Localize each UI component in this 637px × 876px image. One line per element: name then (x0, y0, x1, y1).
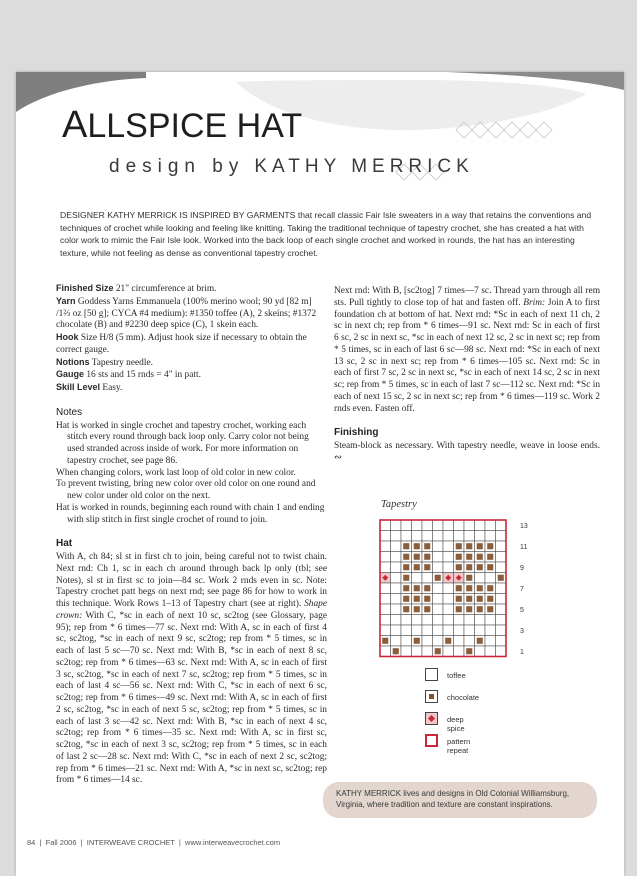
chart-cell (443, 583, 454, 594)
chocolate-stitch-mark (456, 564, 462, 570)
chart-title: Tapestry (381, 499, 417, 510)
chart-cell (443, 604, 454, 615)
chart-cell (464, 636, 475, 647)
chart-cell (496, 625, 507, 636)
chocolate-stitch-mark (435, 648, 441, 654)
chart-cell (391, 541, 402, 552)
notes-item: To prevent twisting, bring new color over old color on one round and new color under old color on the next. (56, 479, 316, 501)
chocolate-stitch-mark (477, 543, 483, 549)
chocolate-stitch-mark (393, 648, 399, 654)
chocolate-stitch-mark (487, 585, 493, 591)
deep-spice-swatch (425, 712, 438, 725)
chocolate-stitch-mark (487, 554, 493, 560)
intro-paragraph: DESIGNER KATHY MERRICK IS INSPIRED BY GARMENTS that recall classic Fair Isle sweaters in a way that retains the conventions and techniques of crochet while looking and feeling like knitting. Taking the traditional technique of tapestry crochet, she has created a hat with color work to mimic the Fair Isle look. Worked into the back loop of each single crochet and worked in rounds, the hat has an interesting texture, while not feeling as dense as conventional tapestry crochet. (60, 210, 592, 258)
chart-cell (401, 646, 412, 657)
chart-cell (485, 531, 496, 542)
end-mark-icon: ∾ (334, 452, 342, 463)
chart-cell (496, 562, 507, 573)
chart-cell (422, 615, 433, 626)
chart-cell (422, 625, 433, 636)
spec-gauge: Gauge 16 sts and 15 rnds = 4" in patt. (56, 369, 201, 381)
chart-cell (422, 636, 433, 647)
tapestry-chart (378, 518, 568, 668)
chart-cell (496, 583, 507, 594)
chocolate-stitch-mark (424, 543, 430, 549)
chart-cell (485, 625, 496, 636)
chart-cell (422, 646, 433, 657)
finishing-text: Steam-block as necessary. With tapestry needle, weave in loose ends. ∾ (334, 441, 600, 463)
chart-cell (380, 604, 391, 615)
left-column (56, 283, 327, 787)
chocolate-stitch-mark (477, 596, 483, 602)
chart-cell (496, 520, 507, 531)
chart-cell (496, 594, 507, 605)
chart-cell (422, 531, 433, 542)
chocolate-stitch-mark (487, 564, 493, 570)
chart-cell (380, 615, 391, 626)
chocolate-swatch (425, 690, 438, 703)
chocolate-stitch-mark (414, 543, 420, 549)
row-number-label: 7 (520, 585, 524, 593)
chart-cell (454, 625, 465, 636)
chocolate-stitch-mark (414, 596, 420, 602)
chart-cell (443, 520, 454, 531)
row-number-label: 1 (520, 648, 524, 656)
chart-cell (380, 562, 391, 573)
chocolate-stitch-mark (466, 585, 472, 591)
chart-cell (433, 552, 444, 563)
notes-item: Hat is worked in single crochet and tapestry crochet, working each stitch every round through back loop only. Carry color not being used stranded across inside of work. For more information on tapestry crochet, see page 86. (56, 420, 309, 466)
chart-cell (391, 604, 402, 615)
spec-skill-level: Skill Level Easy. (56, 382, 123, 393)
chart-cell (433, 625, 444, 636)
spec-yarn: Yarn Goddess Yarns Emmanuela (100% merino wool; 90 yd [82 m] /1⅔ oz [50 g]; CYCA #4 medium): #1350 toffee (A), 2 skeins; #1372 chocolate (B) and #2230 deep spice (C), 1 skein each. (56, 295, 317, 331)
chart-cell (401, 625, 412, 636)
chart-cell (380, 552, 391, 563)
chocolate-stitch-mark (403, 585, 409, 591)
chart-cell (496, 541, 507, 552)
chocolate-stitch-mark (414, 606, 420, 612)
chocolate-stitch-mark (414, 554, 420, 560)
chocolate-stitch-mark (487, 596, 493, 602)
chocolate-stitch-mark (466, 606, 472, 612)
chocolate-stitch-mark (403, 596, 409, 602)
chart-cell (464, 520, 475, 531)
chart-cell (433, 520, 444, 531)
chart-cell (401, 636, 412, 647)
chocolate-stitch-mark (382, 638, 388, 644)
chart-cell (475, 646, 486, 657)
byline: design by KATHY MERRICK (109, 156, 474, 177)
chocolate-stitch-mark (403, 554, 409, 560)
chocolate-stitch-mark (435, 575, 441, 581)
chart-cell (496, 552, 507, 563)
chart-cell (422, 520, 433, 531)
chocolate-stitch-mark (477, 606, 483, 612)
chocolate-stitch-mark (403, 543, 409, 549)
chocolate-stitch-mark (403, 575, 409, 581)
chart-cell (443, 594, 454, 605)
chart-cell (433, 636, 444, 647)
chart-cell (380, 520, 391, 531)
chart-cell (496, 615, 507, 626)
chocolate-stitch-mark (498, 575, 504, 581)
hat-instructions: With A, ch 84; sl st in first ch to join, being careful not to twist chain. Next rnd: Ch 1, sc in each ch around through back lp only (tbl; see Notes), sl st in first sc to join—84 sc. Work 2 rnds even in sc. Note: Tapestry crochet patt begs on next rnd; see page 86 for how to work in this technique. Work Rows 1–13 of Tapestry chart (see at right). Shape crown: With C, *sc in each of next 10 sc, sc2tog (see Glossary, page 95); rep from * 6 times—77 sc. Next rnd: With A, sc in each of first 4 sc, sc2tog, *sc in each of next 9 sc, sc2tog; rep from * 5 times, sc in each of last 5 sc—70 sc. Next rnd: With B, *sc in each of next 8 sc, sc2tog; rep from * 6 times—63 sc. Next rnd: With A, sc in each of first 3 sc, sc2tog, *sc in each of next 7 sc, sc2tog; rep from * 5 times, sc in each of last 4 sc—56 sc. Next rnd: With C, *sc in each of next 6 sc, sc2tog; rep from * 6 times—49 sc. Next rnd: With A, sc in each of first 2 sc, sc2tog, *sc in each of next 5 sc, sc2tog; rep from * 5 times, sc in each of last 3 sc—42 sc. Next rnd: With B, *sc in each of next 4 sc, sc2tog; rep from * 6 times—35 sc. Next rnd: With A, sc in first sc, sc2tog, *sc in each of next 3 sc, sc2tog; rep from * 5 times, sc in each of last 2 sc—28 sc. Next rnd: With C, *sc in each of next 2 sc, sc2tog; rep from * 6 times—21 sc. Next rnd: With A, *sc in next sc, sc2tog; rep from * 6 times—14 sc. (56, 552, 327, 786)
finishing-heading: Finishing (334, 427, 379, 439)
chart-cell (464, 615, 475, 626)
chart-cell (443, 625, 454, 636)
chocolate-stitch-mark (477, 554, 483, 560)
chart-cell (475, 520, 486, 531)
chart-cell (380, 594, 391, 605)
chart-cell (391, 520, 402, 531)
chart-cell (391, 615, 402, 626)
article-title: ALLSPICE HAT (62, 104, 303, 146)
chart-cell (412, 646, 423, 657)
chocolate-stitch-mark (456, 585, 462, 591)
chart-cell (443, 531, 454, 542)
chart-cell (401, 520, 412, 531)
chocolate-stitch-mark (424, 564, 430, 570)
magazine-page: ALLSPICE HAT design by KATHY MERRICK DESIGNER KATHY MERRICK IS INSPIRED BY GARMENTS that recall classic Fair Isle sweaters in a way that retains the conventions and techniques of crochet while looking and feeling like knitting. Taking the traditional technique of tapestry crochet, she has created a hat with color work to mimic the Fair Isle look. Worked into the back loop of each single crochet and worked in rounds, the hat has an interesting texture, while not feeling as dense as conventional tapestry crochet. Finished Size 21" circumference at brim. Yarn Goddess Yarns Emmanuela (100% merino wool; 90 yd [82 m] /1⅔ oz [50 g]; CYCA #4 medium): #1350 toffee (A), 2 skeins; #1372 chocolate (B) and #2230 deep spice (C), 1 skein each. Hook Size H/8 (5 mm). Adjust hook size if necessary to obtain the correct gauge. Notions Tapestry needle. Gauge 16 sts and 15 rnds = 4" in patt. Skill Level Easy. Notes Hat is worked in single crochet and tapestry crochet, working each stitch every round through back loop only. Carry color not being used stranded across inside of work. For more information on tapestry crochet, see page 86. When changing colors, work last loop of old color in new color. To prevent twisting, bring new color over old color on one round and new color under old color on the next. Hat is worked in rounds, beginning each round with chain 1 and ending with slip stitch in first single crochet of round to join. Hat With A, ch 84; sl st in first ch to join, being careful not to twist chain. Next rnd: Ch 1, sc in each ch around through back lp only (tbl; see Notes), sl st in first sc to join—84 sc. Work 2 rnds even in sc. Note: Tapestry crochet patt begs on next rnd; see page 86 for how to work in this technique. Work Rows 1–13 of Tapestry chart (see at right). Shape crown: With C, *sc in each of next 10 sc, sc2tog (see Glossary, page 95); rep from * 6 times—77 sc. Next rnd: With A, sc in each of first 4 sc, sc2tog, *sc in each of next 9 sc, sc2tog; rep from * 5 times, sc in each of last 5 sc—70 sc. Next rnd: With B, *sc in each of next 8 sc, sc2tog; rep from * 6 times—63 sc. Next rnd: With A, sc in each of first 3 sc, sc2tog, *sc in each of next 7 sc, sc2tog; rep from * 5 times, sc in each of last 4 sc—56 sc. Next rnd: With C, *sc in each of next 6 sc, sc2tog; rep from * 6 times—49 sc. Next rnd: With A, sc in each of first 2 sc, sc2tog, *sc in each of next 5 sc, sc2tog; rep from * 5 times, sc in each of last 3 sc—42 sc. Next rnd: With B, *sc in each of next 4 sc, sc2tog; rep from * 6 times—35 sc. Next rnd: With A, sc in first sc, sc2tog, *sc in each of next 3 sc, sc2tog; rep from * 5 times, sc in each of last 2 sc—28 sc. Next rnd: With C, *sc in each of next 2 sc, sc2tog; rep from * 6 times—21 sc. Next rnd: With A, *sc in next sc, sc2tog; rep from * 6 times—14 sc. Next rnd: With B, [sc2tog] 7 times—7 sc. Thread yarn through all rem sts. Pull tightly to close top of hat and fasten off. Brim: Join A to first foundation ch at bottom of hat. Next rnd: *Sc in each of next 11 ch, 2 sc in next ch; rep from * 6 times—91 sc. Next rnd: Sc in each of first 6 sc, 2 sc in next sc, *sc in each of next 12 sc, 2 sc in next sc; rep from * 5 times, sc in each of last 6 sc—98 sc. Next rnd: *Sc in each of next 13 sc, 2 sc in next sc; rep from * 6 times—105 sc. Next rnd: Sc in each of first 7 sc, 2 sc in next sc, *sc in each of next 14 sc, 2 sc in next sc; rep from * 5 times, sc in each of last 7 sc—112 sc. Next rnd: *Sc in each of next 15 sc, 2 sc in next sc; rep from * 6 times—119 sc. Work 2 rnds even. Fasten off. Finishing Steam-block as necessary. With tapestry needle, weave in loose ends. ∾ Tapestry 1 3 5 7 9 11 13 toffee chocolate deep spice pattern repeat KATHY MERRICK lives and designs in Old Colonial Williamsburg, Virginia, where tradition and texture are constant inspirations. 84 | Fall 2006 | INTERWEAVE CROCHET | www.interweavecrochet.com (16, 72, 624, 876)
chart-cell (485, 573, 496, 584)
chart-cell (443, 615, 454, 626)
notes-heading: Notes (56, 406, 83, 418)
chart-cell (391, 583, 402, 594)
chart-cell (496, 531, 507, 542)
chart-cell (433, 594, 444, 605)
chocolate-stitch-mark (466, 564, 472, 570)
page-footer: 84 | Fall 2006 | INTERWEAVE CROCHET | www.interweavecrochet.com (27, 838, 281, 847)
chart-cell (485, 646, 496, 657)
spec-finished-size: Finished Size 21" circumference at brim. (56, 283, 217, 294)
chart-cell (485, 520, 496, 531)
chart-cell (391, 636, 402, 647)
hat-instructions-continued: Next rnd: With B, [sc2tog] 7 times—7 sc. Thread yarn through all rem sts. Pull tightly to close top of hat and fasten off. Brim: Join A to first foundation ch at bottom of hat. Next rnd: *Sc in each of next 11 ch, 2 sc in next ch; rep from * 6 times—91 sc. Next rnd: Sc in each of first 6 sc, 2 sc in next sc, *sc in each of next 12 sc, 2 sc in next sc; rep from * 5 times, sc in each of last 6 sc—98 sc. Next rnd: *Sc in each of next 13 sc, 2 sc in next sc; rep from * 6 times—105 sc. Next rnd: Sc in each of first 7 sc, 2 sc in next sc, *sc in each of next 14 sc, 2 sc in next sc; rep from * 5 times, sc in each of last 7 sc—112 sc. Next rnd: *Sc in each of next 15 sc, 2 sc in next sc; rep from * 6 times—119 sc. Work 2 rnds even. Fasten off. (334, 286, 601, 414)
chart-cell (443, 552, 454, 563)
row-number-label: 3 (520, 627, 524, 635)
pattern-repeat-swatch (425, 734, 438, 747)
row-number-label: 9 (520, 564, 524, 572)
chart-cell (496, 604, 507, 615)
chocolate-stitch-mark (477, 564, 483, 570)
chocolate-stitch-mark (424, 554, 430, 560)
chocolate-stitch-mark (466, 575, 472, 581)
chart-cell (391, 552, 402, 563)
row-number-label: 5 (520, 606, 524, 614)
chart-cell (443, 646, 454, 657)
right-column (334, 286, 600, 465)
chart-cell (454, 636, 465, 647)
chart-cell (433, 615, 444, 626)
chart-cell (380, 541, 391, 552)
chocolate-stitch-mark (424, 585, 430, 591)
chart-cell (454, 531, 465, 542)
chart-cell (433, 531, 444, 542)
row-number-label: 13 (520, 522, 528, 530)
chocolate-stitch-mark (403, 564, 409, 570)
chart-cell (380, 646, 391, 657)
chart-cell (475, 573, 486, 584)
chocolate-stitch-mark (477, 638, 483, 644)
chart-cell (391, 594, 402, 605)
chart-cell (454, 615, 465, 626)
chart-cell (475, 615, 486, 626)
row-number-label: 11 (520, 543, 528, 551)
chart-cell (412, 573, 423, 584)
chart-cell (464, 625, 475, 636)
chart-cell (391, 562, 402, 573)
chocolate-stitch-mark (456, 596, 462, 602)
chart-cell (454, 520, 465, 531)
chocolate-stitch-mark (424, 606, 430, 612)
chocolate-stitch-mark (466, 648, 472, 654)
chocolate-stitch-mark (456, 554, 462, 560)
chocolate-stitch-mark (424, 596, 430, 602)
chart-cell (380, 583, 391, 594)
chart-cell (443, 541, 454, 552)
chart-cell (433, 541, 444, 552)
chart-cell (412, 520, 423, 531)
chart-cell (443, 562, 454, 573)
chart-cell (422, 573, 433, 584)
chocolate-stitch-mark (456, 606, 462, 612)
chart-cell (412, 625, 423, 636)
chocolate-stitch-mark (466, 554, 472, 560)
chart-cell (380, 625, 391, 636)
chocolate-stitch-mark (414, 585, 420, 591)
chart-cell (380, 531, 391, 542)
chart-cell (391, 531, 402, 542)
chart-cell (485, 615, 496, 626)
chocolate-stitch-mark (466, 543, 472, 549)
chart-cell (433, 604, 444, 615)
chart-cell (391, 625, 402, 636)
chocolate-stitch-mark (487, 606, 493, 612)
chart-cell (464, 531, 475, 542)
toffee-swatch (425, 668, 438, 681)
chart-cell (433, 562, 444, 573)
chocolate-stitch-mark (487, 543, 493, 549)
spec-notions: Notions Tapestry needle. (56, 356, 153, 368)
designer-bio: KATHY MERRICK lives and designs in Old Colonial Williamsburg, Virginia, where tradition and texture are constant inspirations. (323, 782, 597, 818)
spec-hook: Hook Size H/8 (5 mm). Adjust hook size if necessary to obtain the correct gauge. (56, 332, 307, 355)
chocolate-stitch-mark (466, 596, 472, 602)
chocolate-stitch-mark (403, 606, 409, 612)
chart-cell (391, 573, 402, 584)
chocolate-stitch-mark (445, 638, 451, 644)
chocolate-stitch-mark (414, 564, 420, 570)
notes-item: When changing colors, work last loop of old color in new color. (56, 467, 296, 478)
chart-cell (401, 531, 412, 542)
chocolate-stitch-mark (456, 543, 462, 549)
chart-cell (412, 531, 423, 542)
chart-cell (454, 646, 465, 657)
chocolate-stitch-mark (414, 638, 420, 644)
chart-cell (433, 583, 444, 594)
chart-cell (412, 615, 423, 626)
chart-cell (496, 636, 507, 647)
chart-cell (401, 615, 412, 626)
chocolate-stitch-mark (477, 585, 483, 591)
chart-cell (475, 531, 486, 542)
chart-cell (496, 646, 507, 657)
chart-cell (475, 625, 486, 636)
hat-heading: Hat (56, 538, 73, 550)
chart-cell (485, 636, 496, 647)
notes-item: Hat is worked in rounds, beginning each round with chain 1 and ending with slip stitch in first single crochet of round to join. (56, 502, 325, 525)
